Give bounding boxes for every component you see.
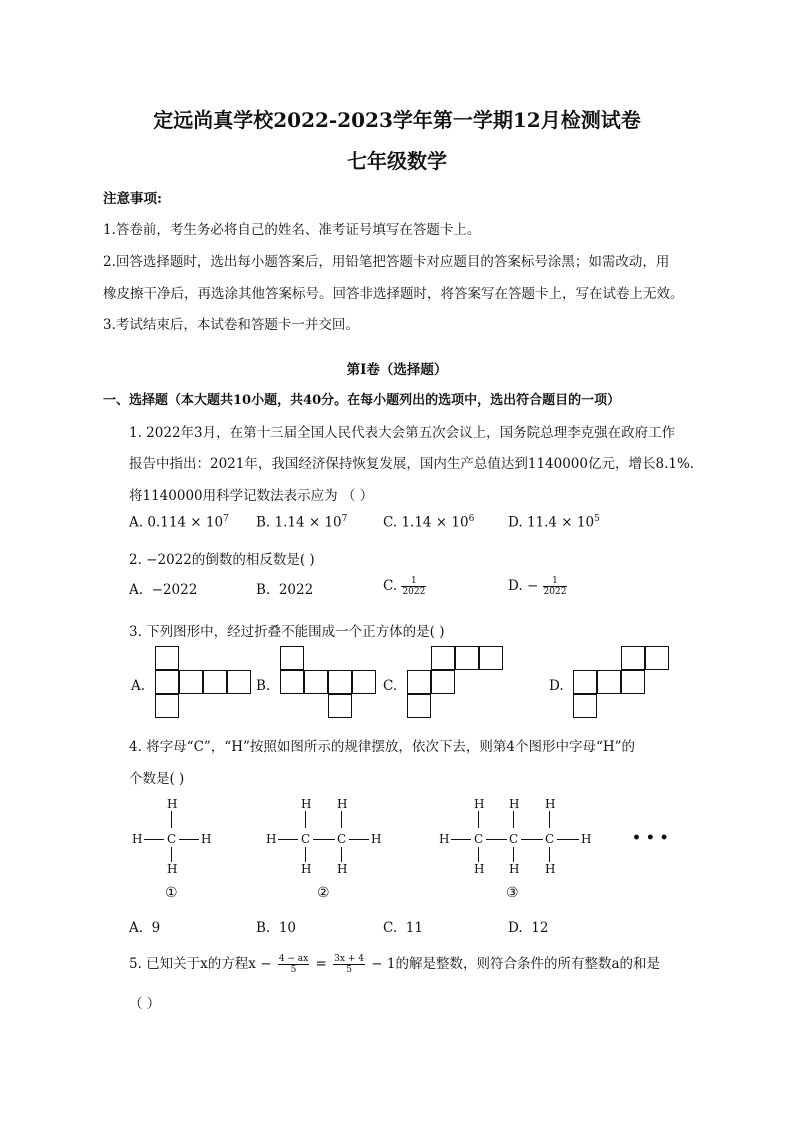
atom-c: C	[167, 832, 177, 846]
q1-option-d: D. $11.4 \times 10^5$	[508, 514, 600, 531]
q3-net-b	[280, 646, 380, 720]
q2-option-a: A. −2022	[129, 582, 198, 598]
atom-h: H	[474, 862, 485, 876]
atom-h: H	[509, 862, 520, 876]
q4-option-b: B. 10	[256, 920, 296, 936]
atom-c: C	[545, 832, 555, 846]
q1-line-2: 报告中指出：2021年，我国经济保持恢复发展，国内生产总值达到1140000亿元，增长8.1%.	[129, 456, 695, 472]
page-title: 定远尚真学校2022-2023学年第一学期12月检测试卷	[153, 108, 641, 132]
q3-option-d-label: D.	[549, 678, 564, 694]
q3-option-c-label: C.	[383, 678, 398, 694]
part-1-title: 第Ⅰ卷（选择题）	[346, 362, 448, 378]
molecule-figure-2	[264, 795, 394, 875]
notice-item-3: 3.考试结束后，本试卷和答题卡一并交回。	[103, 317, 359, 333]
q1-line-3: 将1140000用科学记数法表示应为 （ ）	[129, 488, 374, 504]
q3-stem: 3. 下列图形中，经过折叠不能围成一个正方体的是( )	[129, 624, 445, 640]
notice-heading: 注意事项:	[103, 191, 162, 207]
ellipsis: • • •	[632, 830, 669, 846]
q3-option-a-label: A.	[131, 678, 146, 694]
q1-option-a: A. $0.114 \times 10^7$	[129, 514, 229, 531]
atom-c: C	[509, 832, 519, 846]
section-1-heading: 一、选择题（本大题共10小题，共40分。在每小题列出的选项中，选出符合题目的一项）	[103, 393, 621, 408]
molecule-figure-1	[130, 795, 210, 875]
atom-h: H	[545, 862, 556, 876]
figure-1-label: ①	[165, 885, 178, 901]
atom-c: C	[301, 832, 311, 846]
atom-h: H	[301, 797, 312, 811]
q5-stem: 5. 已知关于x的方程x − $\frac{4 - ax}{5}$ = $\frac{3x + 4}{5}$ − 1的解是整数，则符合条件的所有整数a的和是	[129, 954, 660, 975]
atom-h: H	[474, 797, 485, 811]
atom-h: H	[545, 797, 556, 811]
atom-h: H	[301, 862, 312, 876]
molecule-figure-3	[437, 795, 607, 875]
page-subtitle: 七年级数学	[347, 149, 447, 173]
q2-option-b: B. 2022	[256, 582, 314, 598]
q3-option-b-label: B.	[256, 678, 271, 694]
figure-2-label: ②	[317, 885, 330, 901]
q2-option-d: D. − $\frac{1}{2022}$	[508, 576, 567, 597]
atom-c: C	[337, 832, 347, 846]
atom-h: H	[337, 797, 348, 811]
atom-h: H	[439, 832, 450, 846]
atom-h: H	[167, 862, 178, 876]
atom-h: H	[581, 832, 592, 846]
q4-line-2: 个数是( )	[129, 771, 185, 787]
q4-option-d: D. 12	[508, 920, 549, 936]
figure-3-label: ③	[506, 885, 519, 901]
notice-item-1: 1.答卷前，考生务必将自己的姓名、准考证号填写在答题卡上。	[103, 222, 481, 238]
q3-net-a	[155, 646, 255, 720]
q4-option-a: A. 9	[129, 920, 161, 936]
atom-h: H	[201, 832, 212, 846]
q1-option-b: B. $1.14 \times 10^7$	[256, 514, 348, 531]
atom-h: H	[509, 797, 520, 811]
atom-h: H	[371, 832, 382, 846]
q3-net-c	[407, 646, 507, 720]
atom-h: H	[266, 832, 277, 846]
atom-h: H	[167, 797, 178, 811]
q5-answer-blank: （ ）	[129, 996, 161, 1012]
q2-option-c: C. $\frac{1}{2022}$	[383, 576, 426, 597]
q4-line-1: 4. 将字母“C”，“H”按照如图所示的规律摆放，依次下去，则第4个图形中字母“H”的	[129, 739, 636, 755]
atom-c: C	[474, 832, 484, 846]
q1-line-1: 1. 2022年3月，在第十三届全国人民代表大会第五次会议上，国务院总理李克强在政府工作	[129, 425, 676, 441]
notice-item-2-line-2: 橡皮擦干净后，再选涂其他答案标号。回答非选择题时，将答案写在答题卡上，写在试卷上无效。	[103, 286, 684, 302]
q3-net-d	[573, 646, 673, 720]
notice-item-2-line-1: 2.回答选择题时，选出每小题答案后，用铅笔把答题卡对应题目的答案标号涂黑；如需改动，用	[103, 254, 670, 270]
q2-stem: 2. −2022的倒数的相反数是( )	[129, 552, 315, 568]
atom-h: H	[337, 862, 348, 876]
q1-option-c: C. $1.14 \times 10^6$	[383, 514, 475, 531]
q4-option-c: C. 11	[383, 920, 423, 936]
atom-h: H	[132, 832, 143, 846]
